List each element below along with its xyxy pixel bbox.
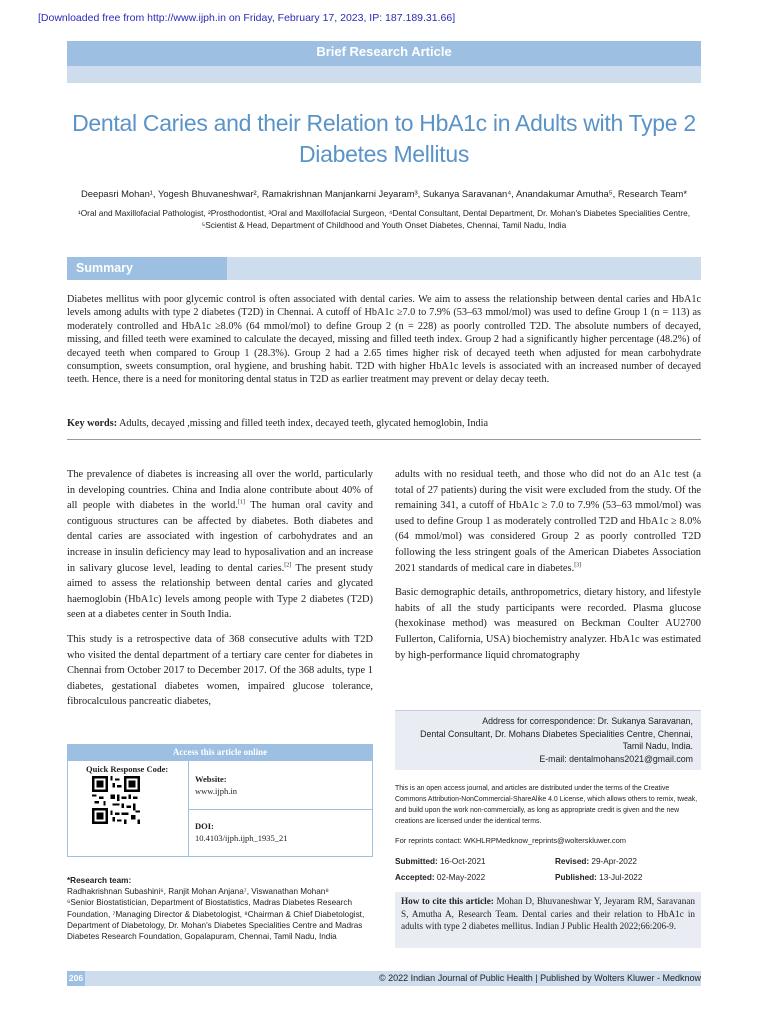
qr-code-icon[interactable] bbox=[92, 776, 140, 824]
research-team-affiliations: ⁶Senior Biostatistician, Department of Biostatistics, Madras Diabetes Research Foundation, ⁷Managing Director & Diabetologist, ⁸Chairman & Chief Diabetologist, Department of Diabetology, Dr. Mohan's Diabetes Specialities Centre and Madras Diabetes Research Foundation, Gopalapuram, Chennai, Tamil Nadu, India bbox=[67, 898, 365, 942]
article-title: Dental Caries and their Relation to HbA1c in Adults with Type 2 Diabetes Mellitus bbox=[72, 110, 696, 167]
access-online-heading: Access this article online bbox=[67, 744, 373, 761]
dates-row bbox=[395, 857, 701, 873]
article-type-band bbox=[67, 41, 701, 83]
body-paragraph: Basic demographic details, anthropometrics, dietary history, and lifestyle habits of all the study participants were recorded. Plasma glucose (hexokinase method) was measured on Beckman Coulter AU2700 Fullerton, California, USA) biochemistry analyzer. HbA1c was estimated by high-performance liquid chromatography bbox=[395, 587, 701, 661]
citation-box bbox=[395, 892, 701, 948]
reference-link[interactable]: [2] bbox=[284, 562, 292, 569]
article-dates bbox=[395, 857, 701, 889]
publisher-line: © 2022 Indian Journal of Public Health | Published by Wolters Kluwer - Medknow bbox=[379, 973, 701, 983]
correspondence-line: Tamil Nadu, India. bbox=[622, 741, 693, 752]
website-label: Website: bbox=[195, 774, 227, 784]
published-date bbox=[555, 873, 642, 882]
reference-link[interactable]: [1] bbox=[237, 499, 245, 506]
qr-label: Quick Response Code: bbox=[86, 764, 169, 774]
submitted-label: Submitted: bbox=[395, 857, 438, 866]
keywords-label: Key words: bbox=[67, 418, 118, 429]
accepted-date bbox=[395, 873, 485, 882]
section-divider bbox=[67, 439, 701, 440]
summary-heading: Summary bbox=[76, 261, 133, 275]
correspondence-email[interactable]: E-mail: dentalmohans2021@gmail.com bbox=[539, 753, 693, 764]
accepted-label: Accepted: bbox=[395, 873, 435, 882]
author-list: Deepasri Mohan¹, Yogesh Bhuvaneshwar², Ramakrishnan Manjankarni Jeyaram³, Sukanya Saravanan⁴, Anandakumar Amutha⁵, Research Team* bbox=[81, 188, 687, 199]
download-banner[interactable]: [Downloaded free from http://www.ijph.in on Friday, February 17, 2023, IP: 187.189.31.66] bbox=[38, 12, 456, 24]
abstract-text: Diabetes mellitus with poor glycemic control is often associated with dental caries. We aim to assess the relationship between dental caries and HbA1c levels among adults with type 2 diabetes (T2D) in Chennai. A cutoff of HbA1c ≥7.0 to 7.9% (53–63 mmol/mol) was used to define Group 1 (n = 113) as moderately controlled and HbA1c ≥8.0% (64 mmol/mol) to define Group 2 (n = 228) as poorly controlled T2D. The absolute numbers of decayed, missing, and filled teeth were examined to calculate the decayed, missing and filled teeth index. Group 2 had a significantly higher percentage (48.2%) of decayed teeth when compared to Group 1 (28.3%). Group 2 had a 2.65 times higher risk of decayed teeth when adjusted for mean carbohydrate consumption, sweets consumption, oral hygiene, and brushing habit. T2D with higher HbA1c levels is associated with an increased number of decayed teeth. Hence, there is a need for monitoring dental status in T2D as earlier treatment may prevent or delay decay teeth. bbox=[67, 294, 701, 386]
body-paragraph: This study is a retrospective data of 368 consecutive adults with T2D who visited the dental department of a tertiary care center for diabetes in Chennai from October 2017 to December 2017. Of the 368 adults, type 1 diabetes, gestational diabetes women, impaired glucose tolerance, fibrocalculous pancreatic diabetes, bbox=[67, 633, 373, 708]
doi-link[interactable]: 10.4103/ijph.ijph_1935_21 bbox=[195, 833, 288, 843]
published-value: 13-Jul-2022 bbox=[599, 873, 643, 882]
license-notice: This is an open access journal, and articles are distributed under the terms of the Creative Commons Attribution-NonCommercial-ShareAlike 4.0 License, which allows others to remix, tweak, and build upon the work non-commercially, as long as appropriate credit is given and the new creations are licensed under the identical terms. bbox=[395, 785, 698, 825]
page-number: 206 bbox=[67, 971, 85, 986]
research-team-members: Radhakrishnan Subashini⁶, Ranjit Mohan Anjana⁷, Viswanathan Mohan⁸ bbox=[67, 887, 329, 897]
correspondence-line: Dental Consultant, Dr. Mohans Diabetes Specialities Centre, Chennai, bbox=[420, 728, 693, 739]
body-paragraph bbox=[395, 467, 701, 576]
summary-band bbox=[67, 257, 701, 280]
page-footer bbox=[67, 971, 701, 986]
revised-value: 29-Apr-2022 bbox=[591, 857, 637, 866]
correspondence-box bbox=[395, 710, 701, 770]
body-column-left bbox=[67, 467, 373, 719]
body-paragraph bbox=[67, 467, 373, 623]
revised-label: Revised: bbox=[555, 857, 590, 866]
correspondence-line: Address for correspondence: Dr. Sukanya Saravanan, bbox=[482, 716, 693, 726]
body-text: The human oral cavity and contiguous structures can be affected by diabetes. Both diabetes and dental caries are associated with ingestion of carbohydrates and an increase in insulin deficiency may lead to hyposalivation and an increase in salivary glucose level, leading to dental caries. bbox=[67, 500, 373, 574]
revised-date bbox=[555, 857, 637, 866]
access-online-box bbox=[67, 761, 373, 857]
website-link[interactable]: www.ijph.in bbox=[195, 786, 237, 796]
citation-text: Mohan D, Bhuvaneshwar Y, Jeyaram RM, Saravanan S, Amutha A, Research Team. Dental caries and their relation to HbA1c in adults with type 2 diabetes mellitus. Indian J Public Health 2022;66:206-9. bbox=[401, 896, 696, 932]
reference-link[interactable]: [3] bbox=[574, 562, 582, 569]
article-type-label: Brief Research Article bbox=[316, 44, 452, 59]
body-text: The present study aimed to assess the relationship between dental caries and glycated haemoglobin (HbA1c) levels among people with Type 2 diabetes (T2D) seen at a diabetes center in South India. bbox=[67, 562, 373, 621]
research-team-note bbox=[67, 875, 373, 942]
keywords bbox=[67, 418, 701, 429]
article-type-band-lower bbox=[67, 66, 701, 83]
affiliation-line-1: ¹Oral and Maxillofacial Pathologist, ²Prosthodontist, ³Oral and Maxillofacial Surgeon, ⁴Dental Consultant, Dental Department, Dr. Mohan's Diabetes Specialities Centre, bbox=[77, 208, 691, 218]
affiliation-line-2: ⁵Scientist & Head, Department of Childhood and Youth Onset Diabetes, Chennai, Tamil Nadu, India bbox=[201, 220, 567, 230]
dates-row bbox=[395, 873, 701, 889]
doi-label: DOI: bbox=[195, 821, 214, 831]
reprints-contact[interactable]: For reprints contact: WKHLRPMedknow_reprints@wolterskluwer.com bbox=[395, 836, 627, 845]
citation-label: How to cite this article: bbox=[401, 896, 494, 906]
accepted-value: 02-May-2022 bbox=[436, 873, 486, 882]
body-text: The prevalence of diabetes is increasing all over the world, particularly in developing countries. China and India alone contribute about 40% of all people with diabetes in the world. bbox=[67, 469, 373, 512]
published-label: Published: bbox=[555, 873, 597, 882]
body-text: adults with no residual teeth, and those who did not do an A1c test (a total of 27 patients) during the visit were excluded from the study. Of the remaining 341, a cutoff of HbA1c ≥ 7.0 to 7.9% (53–63 mmol/mol) was used to define Group 1 as moderately controlled T2D and HbA1c ≥ 8.0% (64 mmol/mol) was considered Group 2 as poorly controlled T2D following the less stringent goals of the American Diabetes Association 2021 standards of medical care in diabetes. bbox=[395, 469, 701, 574]
affiliations bbox=[40, 207, 728, 231]
submitted-date bbox=[395, 857, 486, 866]
access-box-hdivider bbox=[188, 809, 372, 810]
research-team-heading: *Research team: bbox=[67, 876, 132, 885]
submitted-value: 16-Oct-2021 bbox=[440, 857, 486, 866]
body-column-right bbox=[395, 467, 701, 672]
keywords-list: Adults, decayed ,missing and filled teeth index, decayed teeth, glycated hemoglobin, India bbox=[119, 418, 488, 429]
